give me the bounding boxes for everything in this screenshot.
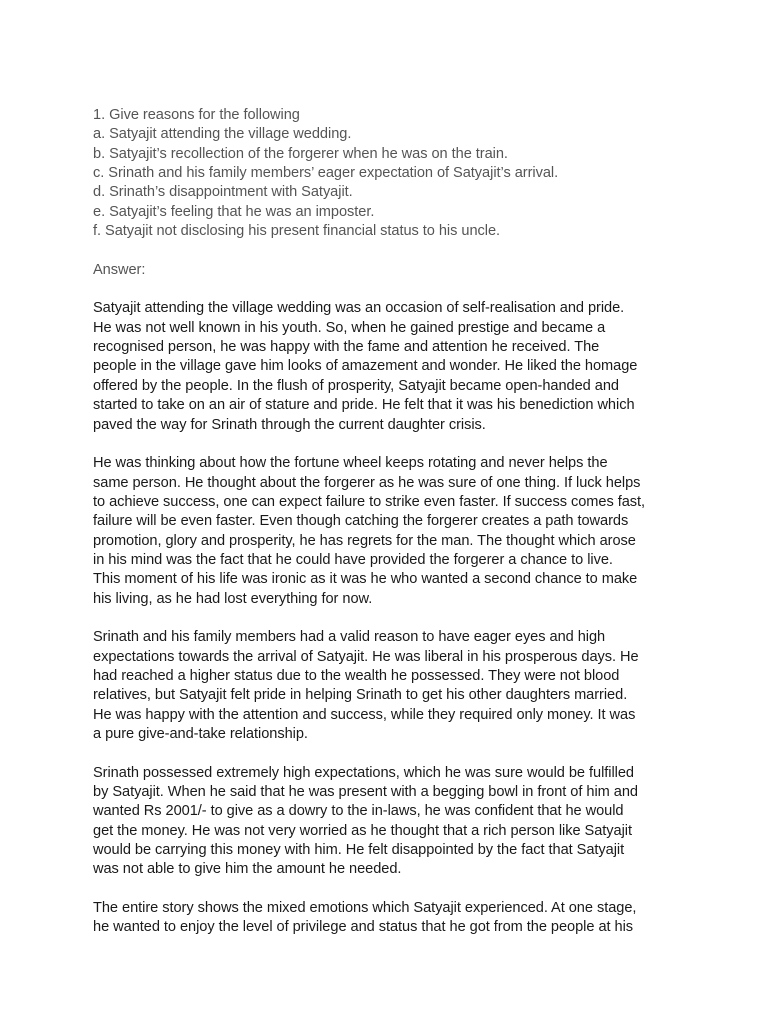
paragraph-line: started to take on an air of stature and pride. He felt that it was his benediction which — [93, 397, 635, 414]
paragraph-line: in his mind was the fact that he could have provided the forgerer a chance to live. — [93, 551, 613, 568]
paragraph-line: Srinath and his family members had a valid reason to have eager eyes and high — [93, 629, 606, 646]
paragraph-line: offered by the people. In the flush of prosperity, Satyajit became open-handed and — [93, 377, 619, 394]
paragraph-line: expectations towards the arrival of Satyajit. He was liberal in his prosperous days. He — [93, 648, 639, 665]
paragraph-line: people in the village gave him looks of amazement and wonder. He liked the homage — [93, 358, 638, 375]
paragraph-line: Srinath possessed extremely high expectations, which he was sure would be fulfilled — [93, 764, 634, 781]
paragraph-line: get the money. He was not very worried as he thought that a rich person like Satyajit — [93, 822, 632, 839]
answer-label: Answer: — [93, 261, 146, 278]
paragraph-3 — [93, 628, 683, 744]
paragraph-line: He was thinking about how the fortune wheel keeps rotating and never helps the — [93, 455, 608, 472]
paragraph-1 — [93, 299, 683, 434]
questions-section — [93, 106, 683, 241]
question-item-f: f. Satyajit not disclosing his present financial status to his uncle. — [93, 223, 501, 240]
question-item-e: e. Satyajit’s feeling that he was an imposter. — [93, 203, 375, 220]
paragraph-2 — [93, 454, 683, 609]
paragraph-line: had reached a higher status due to the wealth he possessed. They were not blood — [93, 667, 620, 684]
paragraph-line: to achieve success, one can expect failure to strike even faster. If success comes fast, — [93, 493, 646, 510]
paragraph-line: wanted Rs 2001/- to give as a dowry to the in-laws, he was confident that he would — [93, 803, 624, 820]
paragraph-line: This moment of his life was ironic as it was he who wanted a second chance to make — [93, 571, 638, 588]
paragraph-line: his living, as he had lost everything for now. — [93, 590, 373, 607]
question-item-d: d. Srinath’s disappointment with Satyajit. — [93, 184, 353, 201]
paragraph-line: by Satyajit. When he said that he was present with a begging bowl in front of him and — [93, 784, 638, 801]
paragraph-line: paved the way for Srinath through the current daughter crisis. — [93, 416, 486, 433]
paragraph-line: a pure give-and-take relationship. — [93, 726, 308, 742]
paragraph-5 — [93, 899, 683, 938]
question-item-a: a. Satyajit attending the village wedding. — [93, 126, 352, 143]
paragraph-line: promotion, glory and prosperity, he has regrets for the man. The thought which arose — [93, 532, 636, 549]
question-item-b: b. Satyajit’s recollection of the forgerer when he was on the train. — [93, 145, 508, 162]
paragraph-line: He was happy with the attention and success, while they required only money. It was — [93, 706, 636, 723]
document-page — [93, 106, 683, 938]
paragraph-line: would be carrying this money with him. He felt disappointed by the fact that Satyajit — [93, 842, 625, 859]
paragraph-line: Satyajit attending the village wedding was an occasion of self-realisation and pride. — [93, 300, 625, 317]
questions-heading: 1. Give reasons for the following — [93, 107, 300, 123]
question-item-c: c. Srinath and his family members’ eager expectation of Satyajit’s arrival. — [93, 165, 559, 182]
paragraph-line: he wanted to enjoy the level of privilege and status that he got from the people at his — [93, 919, 634, 936]
paragraph-4 — [93, 764, 683, 880]
paragraph-line: was not able to give him the amount he needed. — [93, 861, 402, 878]
paragraph-line: recognised person, he was happy with the fame and attention he received. The — [93, 339, 600, 356]
paragraph-line: same person. He thought about the forgerer as he was sure of one thing. If luck helps — [93, 474, 641, 491]
paragraph-line: relatives, but Satyajit felt pride in helping Srinath to get his other daughters married. — [93, 687, 628, 704]
paragraph-line: He was not well known in his youth. So, when he gained prestige and became a — [93, 319, 606, 336]
paragraph-line: failure will be even faster. Even though catching the forgerer creates a path towards — [93, 513, 629, 530]
paragraph-line: The entire story shows the mixed emotions which Satyajit experienced. At one stage, — [93, 900, 637, 917]
